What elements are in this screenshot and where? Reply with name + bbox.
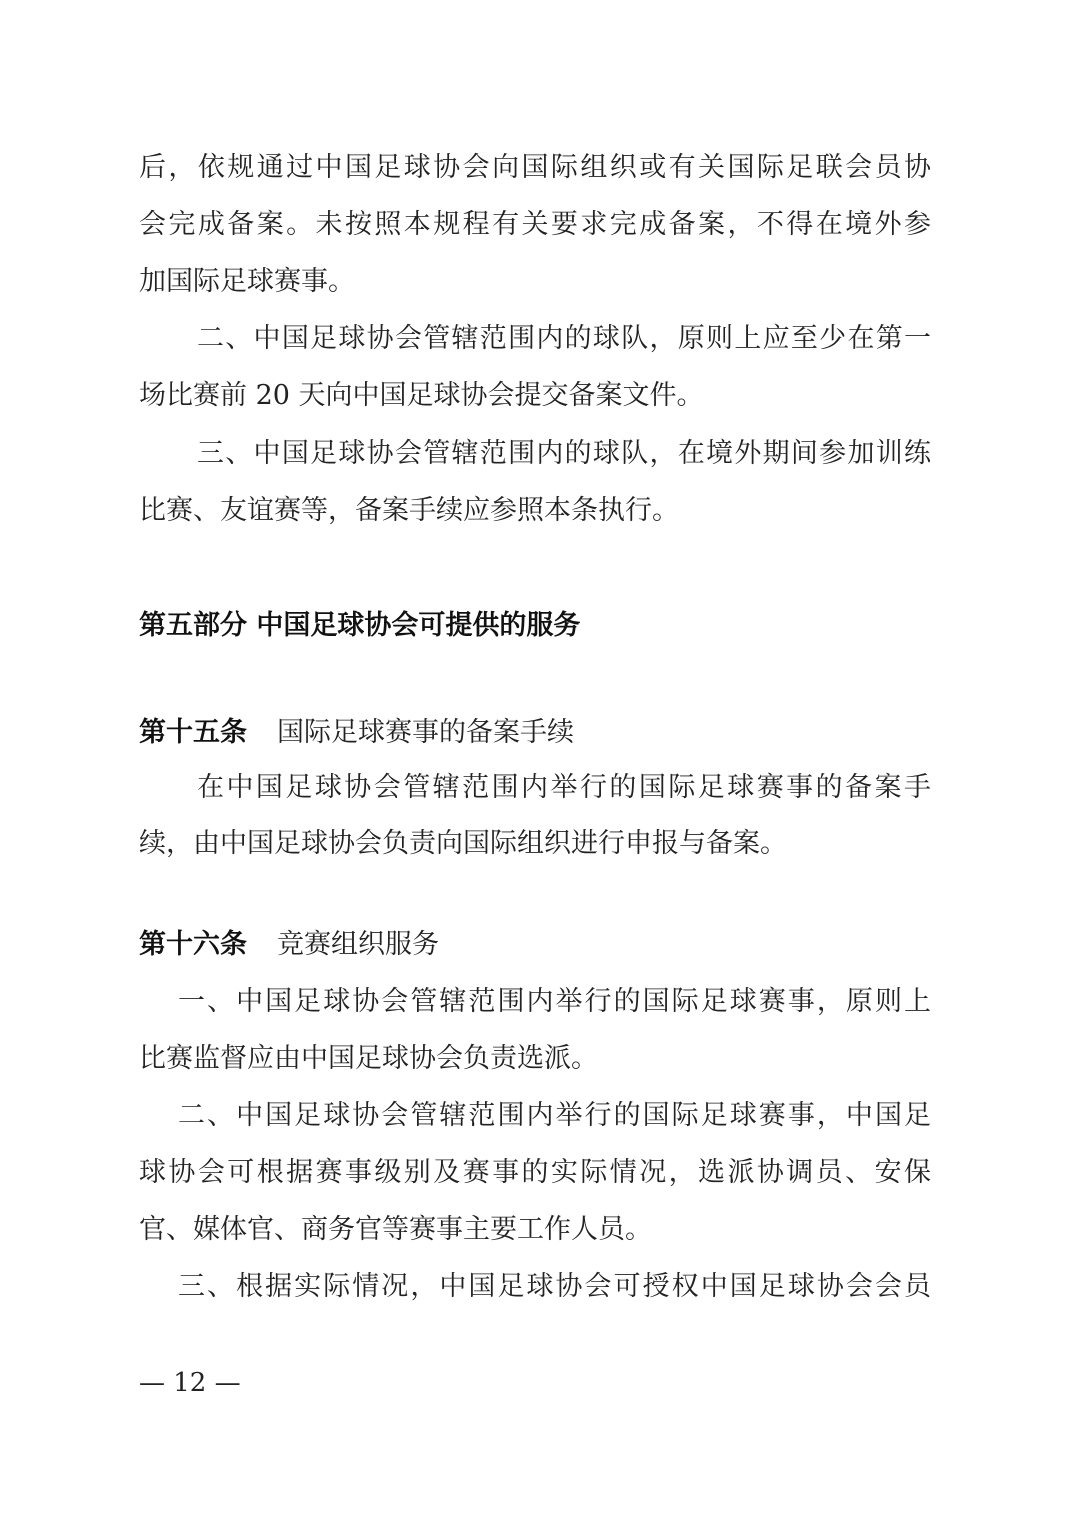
article-number: 第十六条 [139,929,247,960]
paragraph-line: 三、中国足球协会管辖范围内的球队，在境外期间参加训练 [197,438,931,469]
article-number: 第十五条 [139,717,247,748]
paragraph-line: 在中国足球协会管辖范围内举行的国际足球赛事的备案手 [197,772,931,803]
paragraph-line: 二、中国足球协会管辖范围内的球队，原则上应至少在第一 [197,323,931,354]
page-number: — 12 — [139,1368,241,1398]
paragraph-line: 会完成备案。未按照本规程有关要求完成备案，不得在境外参 [139,209,931,240]
article-title: 竞赛组织服务 [277,929,439,960]
article-title: 国际足球赛事的备案手续 [277,717,574,748]
article-15-heading [139,716,574,750]
paragraph-line: 加国际足球赛事。 [139,266,355,297]
paragraph-line: 后，依规通过中国足球协会向国际组织或有关国际足联会员协 [139,152,931,183]
paragraph-line: 官、媒体官、商务官等赛事主要工作人员。 [139,1214,652,1245]
paragraph-line: 一、中国足球协会管辖范围内举行的国际足球赛事，原则上 [178,986,931,1017]
paragraph-line: 球协会可根据赛事级别及赛事的实际情况，选派协调员、安保 [139,1157,931,1188]
paragraph-line: 场比赛前 20 天向中国足球协会提交备案文件。 [139,380,704,411]
part-heading: 第五部分 中国足球协会可提供的服务 [139,610,581,641]
paragraph-line: 比赛、友谊赛等，备案手续应参照本条执行。 [139,495,679,526]
article-16-heading [139,928,439,962]
paragraph-line: 比赛监督应由中国足球协会负责选派。 [139,1043,598,1074]
paragraph-line: 续，由中国足球协会负责向国际组织进行申报与备案。 [139,828,787,859]
paragraph-line: 三、根据实际情况，中国足球协会可授权中国足球协会会员 [178,1271,931,1302]
paragraph-line: 二、中国足球协会管辖范围内举行的国际足球赛事，中国足 [178,1100,931,1131]
